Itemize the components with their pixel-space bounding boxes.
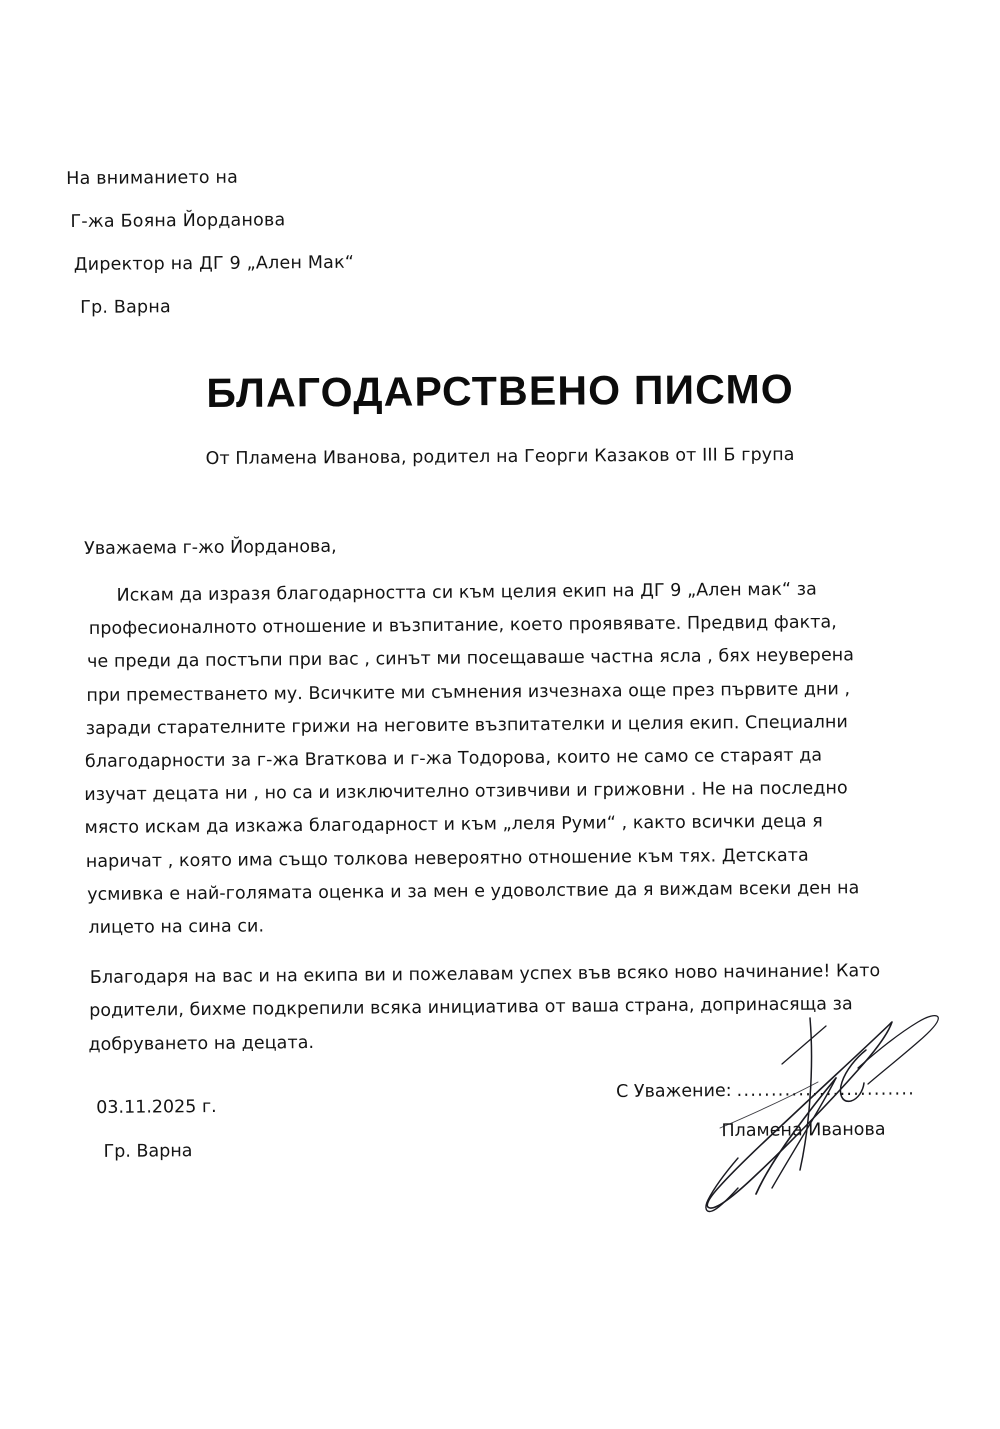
body-line: изучат децата ни , но са и изключително отзивчиви и грижовни . Не на последно (84, 778, 848, 806)
addressee-line-name: Г-жа Бояна Йорданова (70, 210, 286, 232)
salutation: Уважаема г-жо Йорданова, (84, 536, 337, 559)
body-line: добруването на децата. (88, 1032, 315, 1055)
body-line: Искам да изразя благодарността си към целия екип на ДГ 9 „Ален мак“ за (116, 579, 817, 606)
body-line: при преместването му. Всичките ми съмнения изчезнаха още през първите дни , (86, 678, 851, 706)
signature-label: С Уважение: (616, 1080, 732, 1102)
signature-dotted-line: .......................... (736, 1079, 916, 1101)
body-line: че преди да постъпи при вас , синът ми посещаваше частна ясла , бях неуверена (87, 645, 855, 673)
signature-label-row (616, 1079, 915, 1102)
letter-date: 03.11.2025 г. (96, 1096, 217, 1118)
body-line: лицето на сина си. (88, 916, 265, 938)
body-line: място искам да изкажа благодарност и към „леля Руми“ , както всички деца я (84, 811, 823, 839)
page-title: БЛАГОДАРСТВЕНО ПИСМО (206, 365, 795, 417)
letter-city: Гр. Варна (103, 1141, 193, 1162)
addressee-line-attention: На вниманието на (66, 167, 239, 189)
addressee-block (66, 154, 567, 330)
signer-name: Пламена Иванова (721, 1119, 886, 1142)
paragraph-1 (82, 573, 921, 946)
letter-body (82, 527, 923, 1062)
addressee-line-position: Директор на ДГ 9 „Ален Мак“ (73, 252, 355, 275)
document-subtitle: От Пламена Иванова, родител на Георги Казаков от III Б група (205, 444, 795, 470)
footer-left-block (96, 1085, 217, 1174)
body-line: заради старателните грижи на неговите възпитателки и целия екип. Специални (85, 712, 848, 739)
body-line: благодарности за г-жа Braткова и г-жа Тодорова, които не само се стараят да (84, 745, 823, 772)
body-line: наричат , която има също толкова невероятно отношение към тях. Детската (85, 845, 809, 872)
body-line: родители, бихме подкрепили всяка инициатива от ваша страна, допринасяща за (89, 994, 853, 1022)
body-line: професионалното отношение и възпитание, което проявявате. Предвид факта, (88, 612, 837, 640)
addressee-line-city: Гр. Варна (80, 297, 171, 318)
body-line: Благодаря на вас и на екипа ви и пожелавам успех във всяко ново начинание! Като (89, 961, 881, 989)
body-line: усмивка е най-голямата оценка и за мен е удоволствие да я виждам всеки ден на (87, 878, 860, 905)
signature-block (616, 1079, 947, 1212)
paragraph-2 (86, 955, 923, 1062)
